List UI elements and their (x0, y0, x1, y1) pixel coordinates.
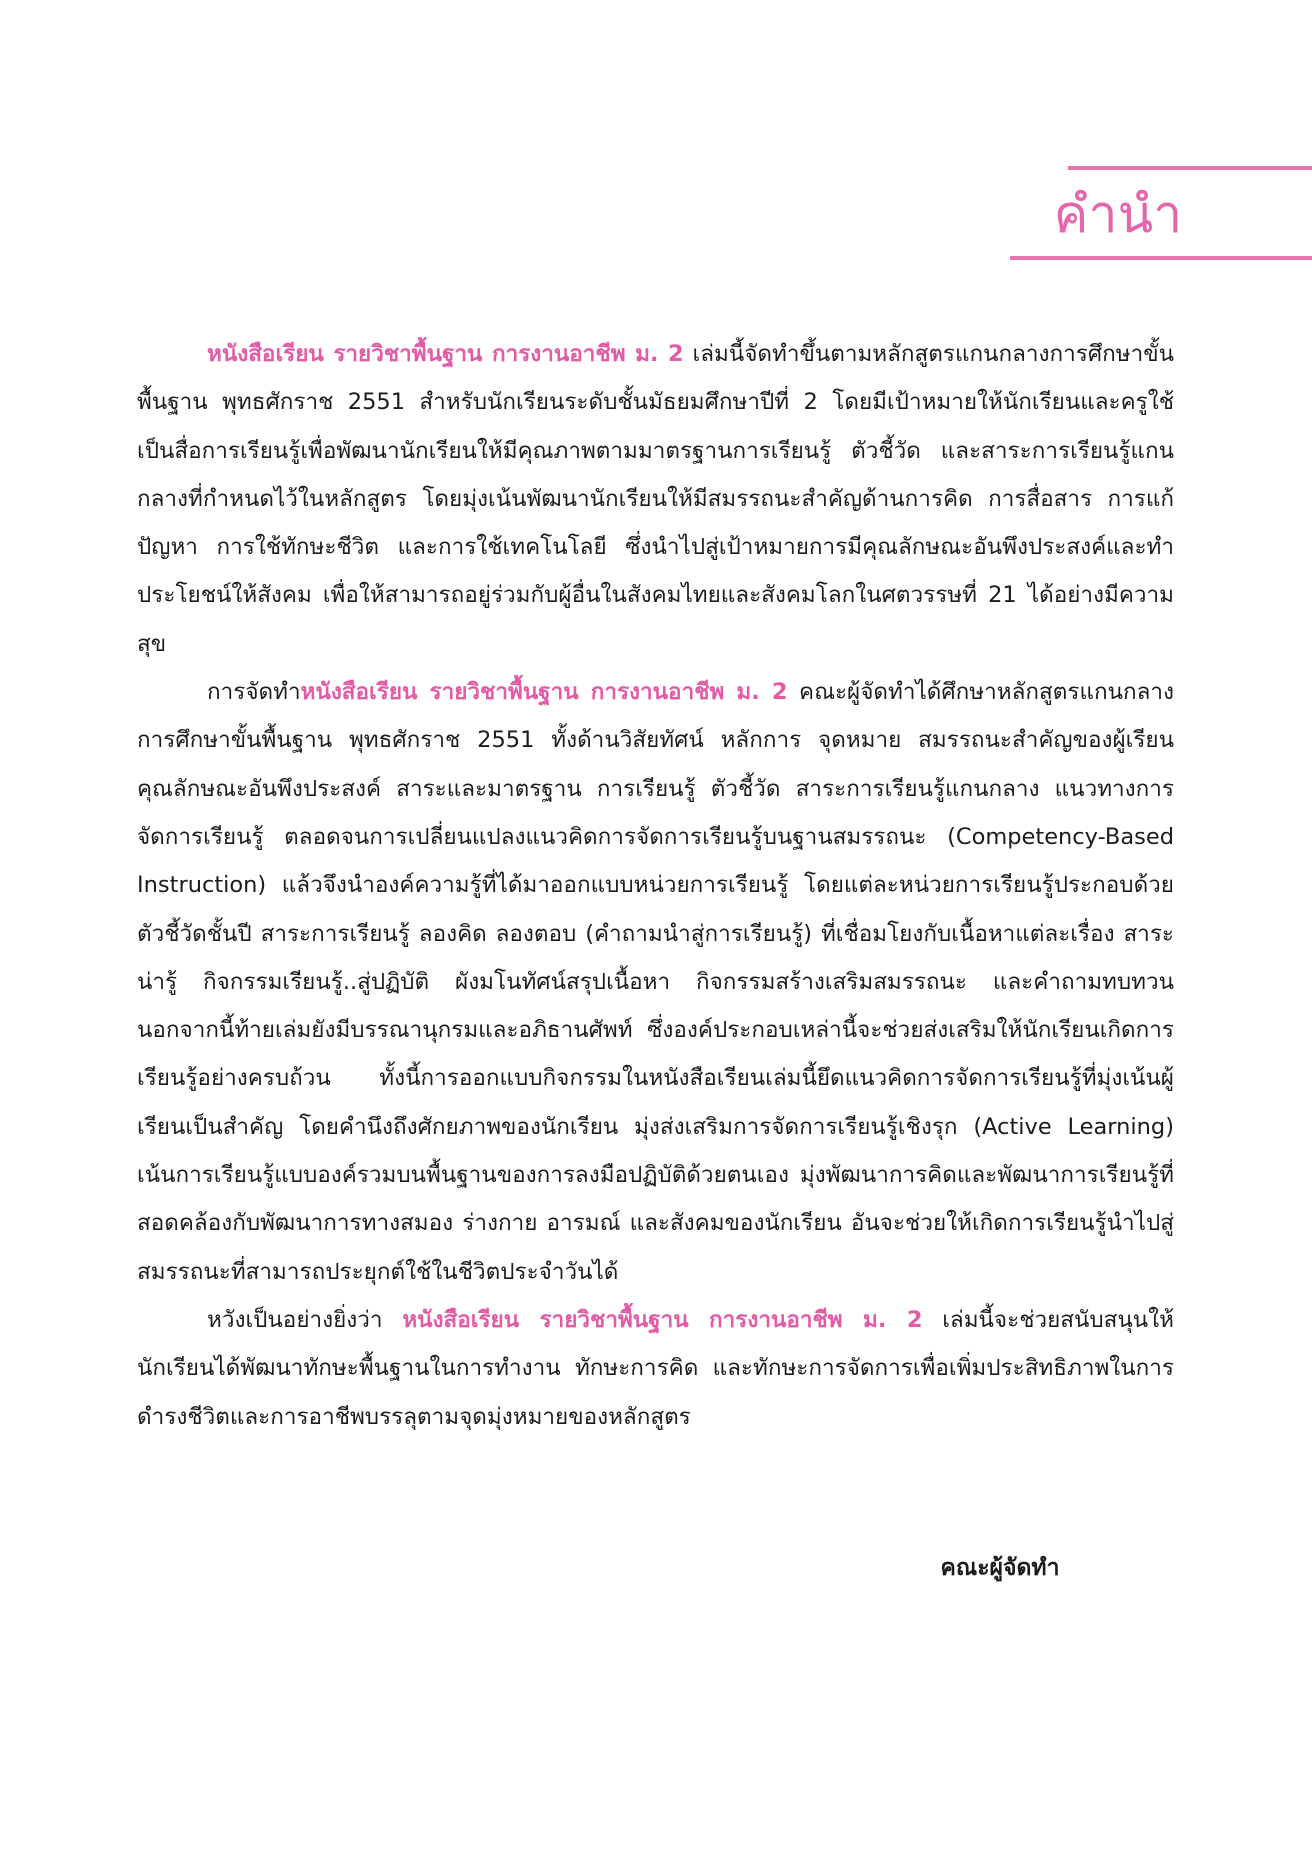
preface-body (137, 330, 1174, 1441)
paragraph-text: คณะผู้จัดทำได้ศึกษาหลักสูตรแกนกลางการศึกษาขั้นพื้นฐาน พุทธศักราช 2551 ทั้งด้านวิสัยทัศน์ หลักการ จุดหมาย สมรรถนะสำคัญของผู้เรียน คุณลักษณะอันพึงประสงค์ สาระและมาตรฐาน การเรียนรู้ ตัวชี้วัด สาระการเรียนรู้แกนกลาง แนวทางการจัดการเรียนรู้ ตลอดจนการเปลี่ยนแปลงแนวคิดการจัดการเรียนรู้บนฐานสมรรถนะ (Competency-Based Instruction) แล้วจึงนำองค์ความรู้ที่ได้มาออกแบบหน่วยการเรียนรู้ โดยแต่ละหน่วยการเรียนรู้ประกอบด้วยตัวชี้วัดชั้นปี สาระการเรียนรู้ ลองคิด ลองตอบ (คำถามนำสู่การเรียนรู้) ที่เชื่อมโยงกับเนื้อหาแต่ละเรื่อง สาระน่ารู้ กิจกรรมเรียนรู้..สู่ปฏิบัติ ผังมโนทัศน์สรุปเนื้อหา กิจกรรมสร้างเสริมสมรรถนะ และคำถามทบทวน นอกจากนี้ท้ายเล่มยังมีบรรณานุกรมและอภิธานศัพท์ ซึ่งองค์ประกอบเหล่านี้จะช่วยส่งเสริมให้นักเรียนเกิดการเรียนรู้อย่างครบถ้วน ทั้งนี้การออกแบบกิจกรรมในหนังสือเรียนเล่มนี้ยึดแนวคิดการจัดการเรียนรู้ที่มุ่งเน้นผู้เรียนเป็นสำคัญ โดยคำนึงถึงศักยภาพของนักเรียน มุ่งส่งเสริมการจัดการเรียนรู้เชิงรุก (Active Learning) เน้นการเรียนรู้แบบองค์รวมบนพื้นฐานของการลงมือปฏิบัติด้วยตนเอง มุ่งพัฒนาการคิดและพัฒนาการเรียนรู้ที่สอดคล้องกับพัฒนาการทางสมอง ร่างกาย อารมณ์ และสังคมของนักเรียน อันจะช่วยให้เกิดการเรียนรู้นำไปสู่สมรรถนะที่สามารถประยุกต์ใช้ในชีวิตประจำวันได้ (137, 679, 1174, 1285)
title-rule-bottom (1010, 256, 1312, 260)
title-rule-top (1068, 166, 1312, 170)
book-title-highlight: หนังสือเรียน รายวิชาพื้นฐาน การงานอาชีพ ม. 2 (300, 679, 788, 706)
author-signature: คณะผู้จัดทำ (940, 1555, 1060, 1581)
book-title-highlight: หนังสือเรียน รายวิชาพื้นฐาน การงานอาชีพ ม. 2 (207, 341, 684, 367)
paragraph-lead: การจัดทำ (207, 679, 301, 706)
paragraph-2 (137, 668, 1174, 1296)
paragraph-3 (137, 1296, 1174, 1441)
paragraph-lead: หวังเป็นอย่างยิ่งว่า (207, 1306, 403, 1333)
paragraph-text: เล่มนี้จัดทำขึ้นตามหลักสูตรแกนกลางการศึกษาขั้นพื้นฐาน พุทธศักราช 2551 สำหรับนักเรียนระดับชั้นมัธยมศึกษาปีที่ 2 โดยมีเป้าหมายให้นักเรียนและครูใช้เป็นสื่อการเรียนรู้เพื่อพัฒนานักเรียนให้มีคุณภาพตามมาตรฐานการเรียนรู้ ตัวชี้วัด และสาระการเรียนรู้แกนกลางที่กำหนดไว้ในหลักสูตร โดยมุ่งเน้นพัฒนานักเรียนให้มีสมรรถนะสำคัญด้านการคิด การสื่อสาร การแก้ปัญหา การใช้ทักษะชีวิต และการใช้เทคโนโลยี ซึ่งนำไปสู่เป้าหมายการมีคุณลักษณะอันพึงประสงค์และทำประโยชน์ให้สังคม เพื่อให้สามารถอยู่ร่วมกับผู้อื่นในสังคมไทยและสังคมโลกในศตวรรษที่ 21 ได้อย่างมีความสุข (137, 341, 1174, 657)
page-title: คำนำ (1053, 185, 1183, 245)
paragraph-text: เล่มนี้จะช่วยสนับสนุนให้นักเรียนได้พัฒนาทักษะพื้นฐานในการทำงาน ทักษะการคิด และทักษะการจัดการเพื่อเพิ่มประสิทธิภาพในการดำรงชีวิตและการอาชีพบรรลุตามจุดมุ่งหมายของหลักสูตร (137, 1306, 1174, 1430)
paragraph-1 (137, 330, 1174, 668)
book-title-highlight: หนังสือเรียน รายวิชาพื้นฐาน การงานอาชีพ ม. 2 (402, 1306, 923, 1333)
